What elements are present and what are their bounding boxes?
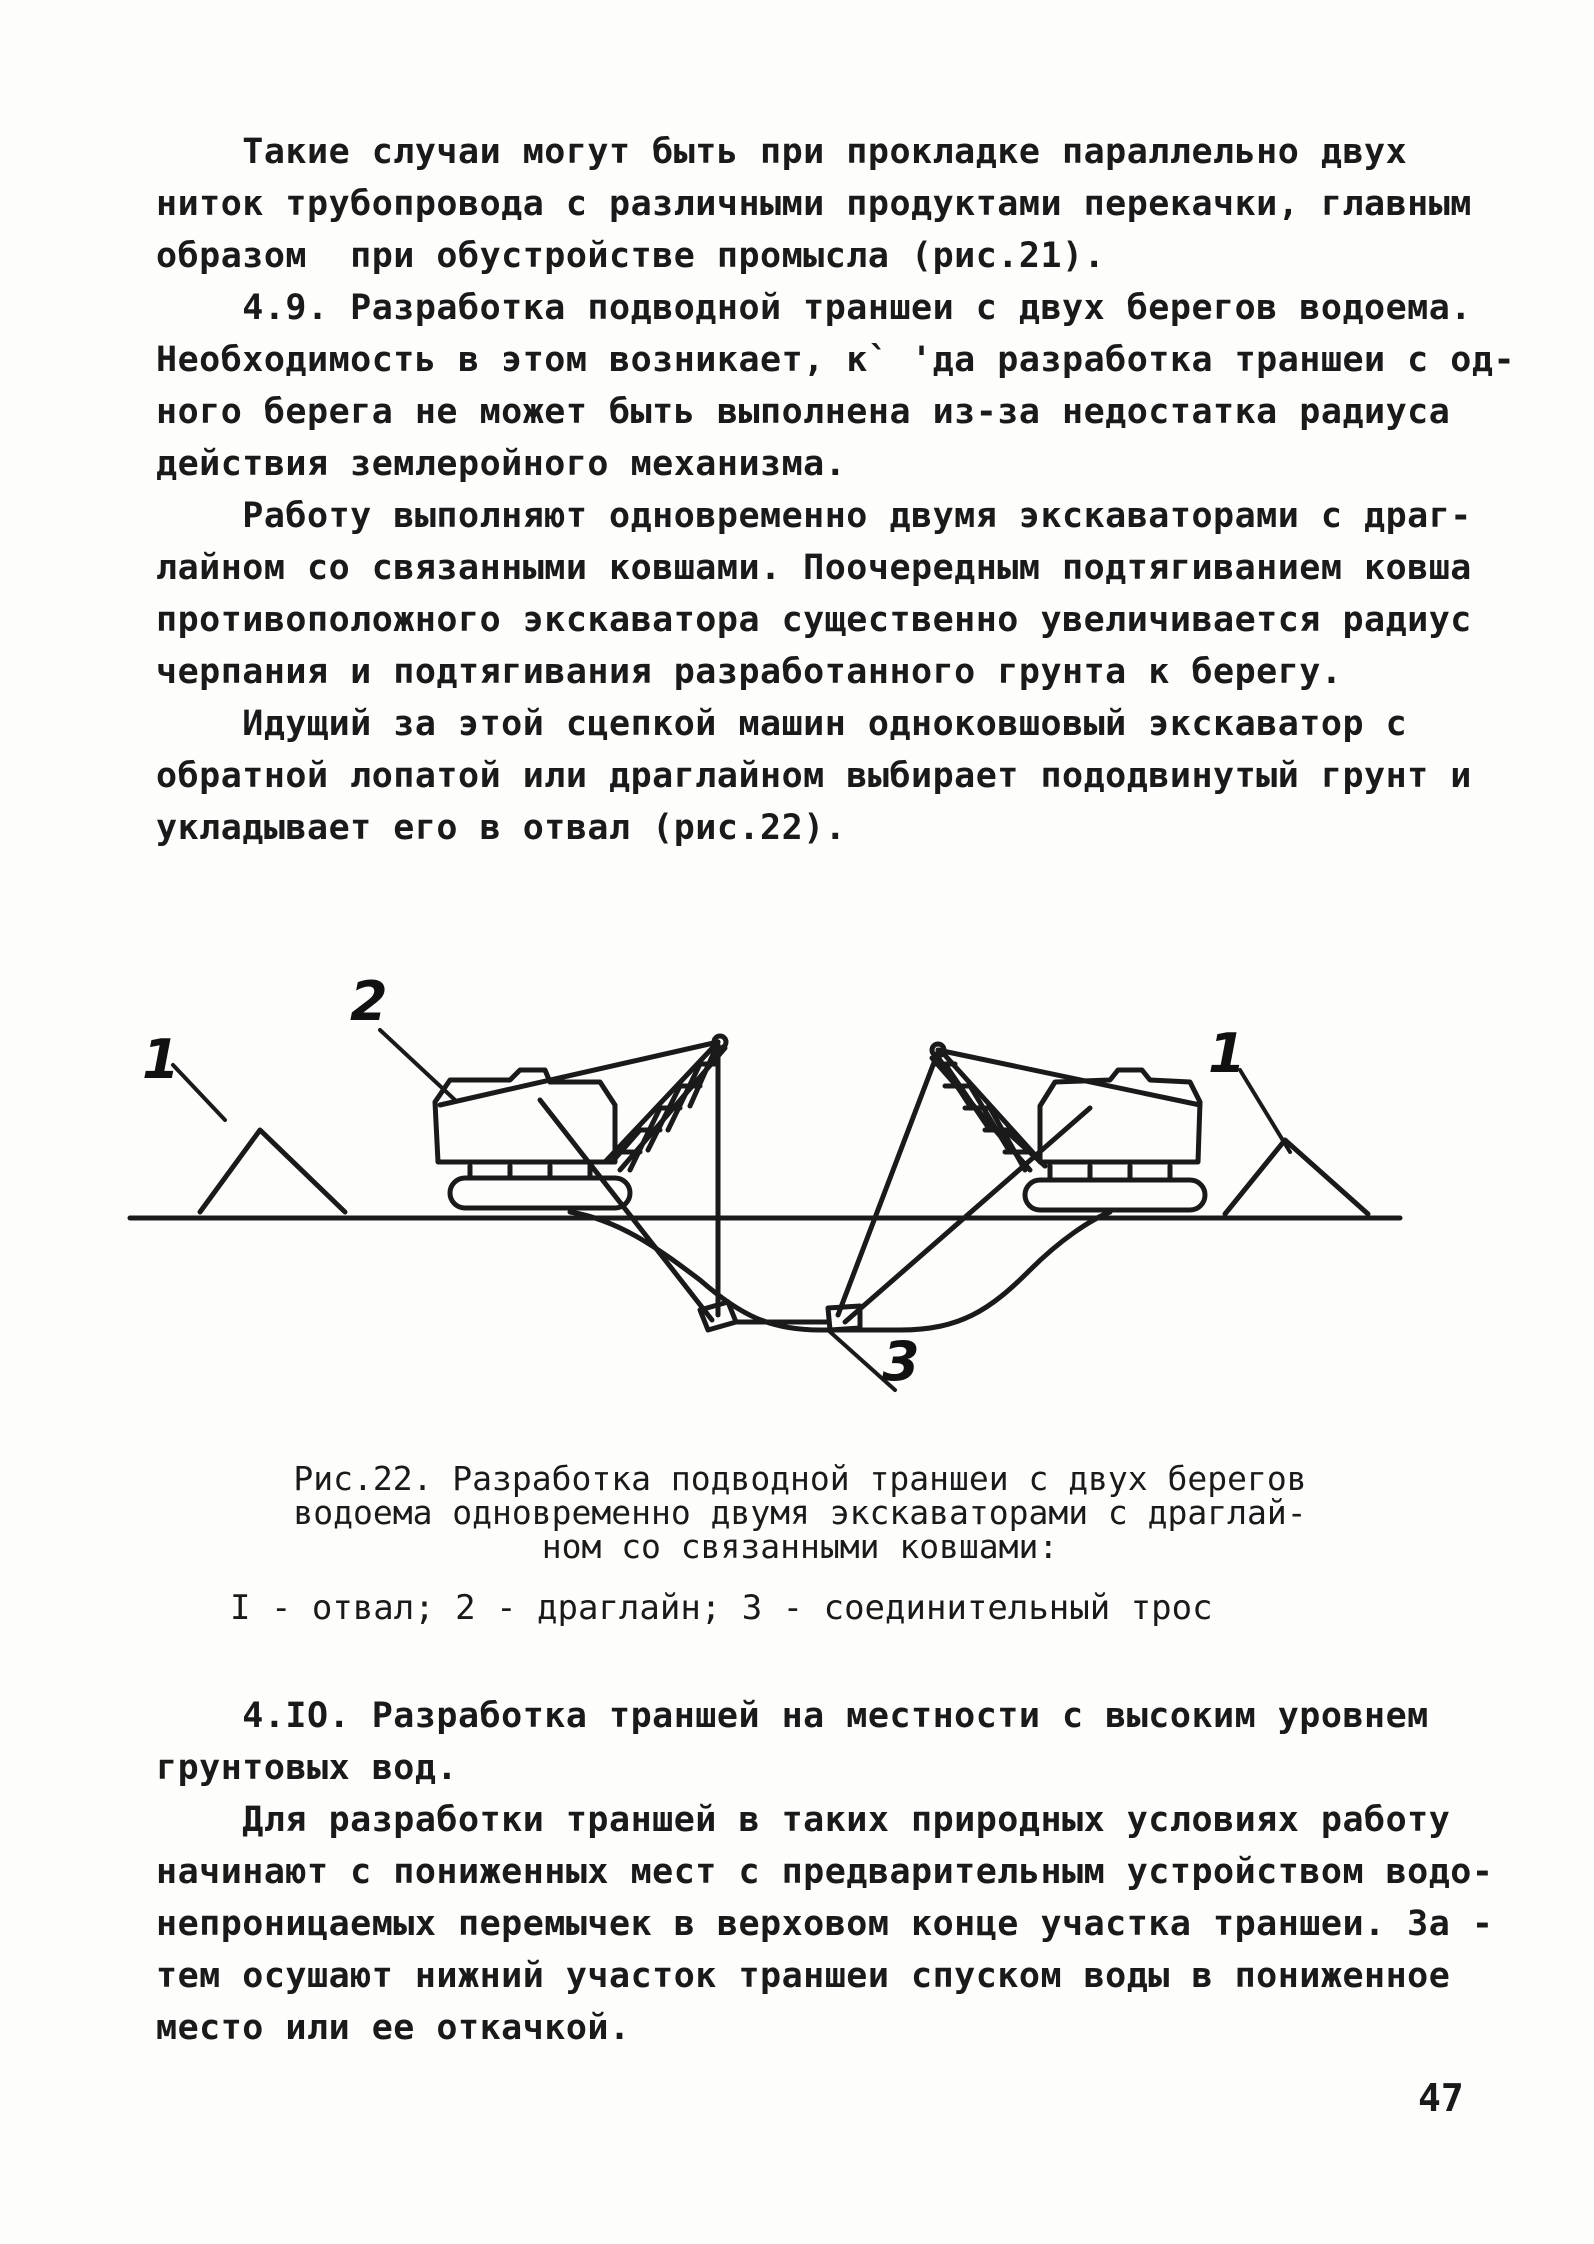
caption-line: Рис.22. Разработка подводной траншеи с двух берегов: [293, 1459, 1307, 1498]
text-line: Необходимость в этом возникает, к` 'да разработка траншеи с од-: [156, 340, 1516, 380]
figure-legend: I - отвал; 2 - драглайн; 3 - соединительный трос: [230, 1588, 1213, 1628]
text-line: Такие случаи могут быть при прокладке параллельно двух: [156, 132, 1408, 172]
text-line: противоположного экскаватора существенно увеличивается радиус: [156, 600, 1472, 640]
hoist-rope-right: [838, 1052, 938, 1315]
text-line: обратной лопатой или драглайном выбирает пододвинутый грунт и: [156, 756, 1472, 796]
text-line: действия землеройного механизма.: [156, 444, 847, 484]
figure-22-drawing: [100, 930, 1480, 1400]
excavator-body-right: [1040, 1070, 1200, 1162]
figure-caption: [200, 1459, 1400, 1566]
drag-rope-right: [845, 1108, 1090, 1322]
text-line: ного берега не может быть выполнена из-за недостатка радиуса: [156, 392, 1451, 432]
leader-line-1-left: [173, 1065, 225, 1120]
figure-label-spoil-left: 1: [142, 1028, 180, 1091]
text-line: Для разработки траншей в таких природных условиях работу: [156, 1800, 1451, 1840]
caption-line: водоема одновременно двумя экскаваторами с драглай-: [293, 1493, 1307, 1532]
paragraph-4-10: [156, 1690, 1456, 1794]
text-line: черпания и подтягивания разработанного грунта к берегу.: [156, 652, 1343, 692]
paragraph-6: [156, 1794, 1494, 2054]
text-line: грунтовых вод.: [156, 1748, 459, 1788]
text-line: непроницаемых перемычек в верховом конце участка траншеи. За -: [156, 1904, 1494, 1944]
text-line: лайном со связанными ковшами. Поочередным подтягиванием ковша: [156, 548, 1472, 588]
text-line: начинают с пониженных мест с предварительным устройством водо-: [156, 1852, 1494, 1892]
figure-label-rope: 3: [882, 1330, 920, 1393]
text-line: место или ее откачкой.: [156, 2008, 631, 2048]
text-line: Работу выполняют одновременно двумя экскаваторами с драг-: [156, 496, 1472, 536]
spoil-pile-left: [200, 1130, 345, 1212]
text-line: образом при обустройстве промысла (рис.21).: [156, 236, 1106, 276]
paragraph-4: [156, 698, 1472, 854]
page-number: 47: [1418, 2076, 1464, 2120]
paragraph-3: [156, 490, 1472, 698]
paragraph-4-9: [156, 282, 1516, 490]
leader-line-1-right: [1240, 1070, 1290, 1152]
text-line: ниток трубопровода с различными продуктами перекачки, главным: [156, 184, 1472, 224]
bucket-right: [828, 1306, 860, 1330]
text-line: укладывает его в отвал (рис.22).: [156, 808, 847, 848]
text-line: Идущий за этой сцепкой машин одноковшовый экскаватор с: [156, 704, 1408, 744]
paragraph-1: [156, 126, 1472, 282]
text-line: тем осушают нижний участок траншеи спуском воды в пониженное: [156, 1956, 1451, 1996]
figure-label-spoil-right: 1: [1208, 1022, 1246, 1085]
section-heading-line: 4.IO. Разработка траншей на местности с высоким уровнем: [156, 1696, 1429, 1736]
section-heading-line: 4.9. Разработка подводной траншеи с двух берегов водоема.: [156, 288, 1472, 328]
figure-label-dragline: 2: [350, 970, 388, 1033]
spoil-pile-right: [1225, 1140, 1368, 1214]
dragline-diagram: [100, 930, 1480, 1400]
excavator-tracks-right: [1025, 1180, 1205, 1210]
caption-line: ном со связанными ковшами:: [541, 1527, 1059, 1566]
leader-line-2: [380, 1030, 455, 1100]
